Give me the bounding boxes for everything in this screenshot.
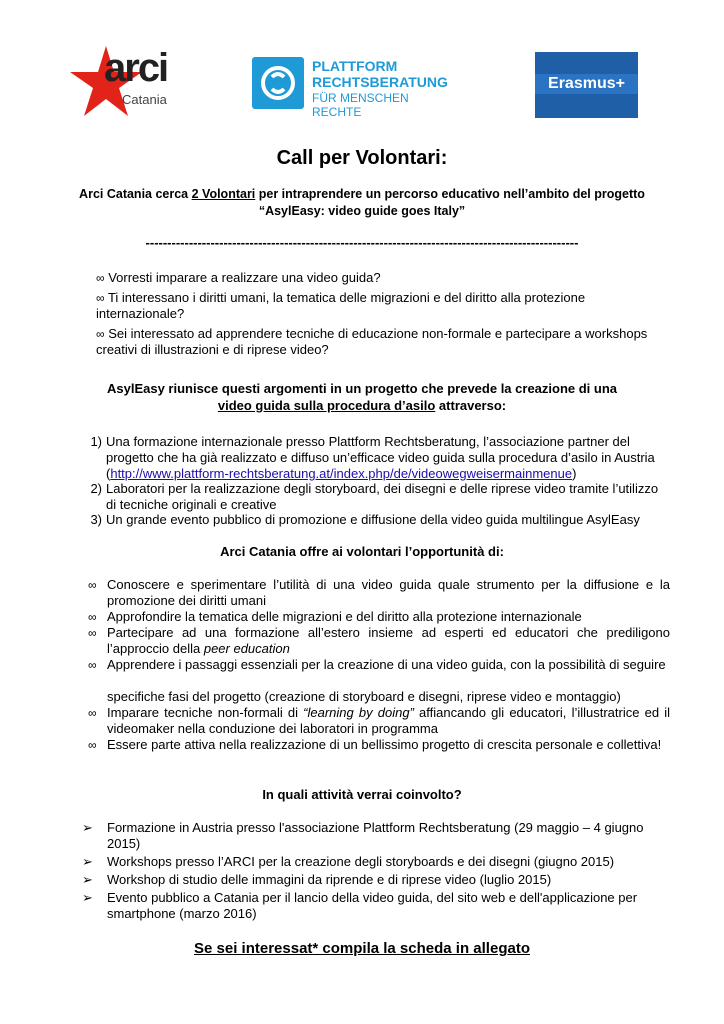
question-1	[96, 270, 666, 286]
infinity-bullet-icon: ∞	[96, 327, 105, 341]
step-text-part2: )	[572, 466, 577, 481]
activity-4	[80, 890, 670, 922]
project-heading-underlined: video guida sulla procedura d’asilo	[217, 398, 436, 413]
infinity-bullet-icon: ∞	[96, 271, 105, 285]
arrow-bullet-icon: ➢	[82, 872, 93, 887]
plattform-line1: PLATTFORM	[312, 58, 398, 74]
step-text: Laboratori per la realizzazione degli storyboard, dei disegni e delle riprese video tramite l’utilizzo di tecniche originali e creative	[106, 481, 659, 512]
project-heading-line1: AsylEasy riunisce questi argomenti in un progetto che prevede la creazione di una	[106, 381, 618, 396]
offer-text-line1: Apprendere i passaggi essenziali per la creazione di una video guida, con la possibilità di seguire	[107, 657, 666, 672]
infinity-bullet-icon: ∞	[88, 706, 97, 720]
step-number: 1)	[90, 434, 102, 449]
arrow-bullet-icon: ➢	[82, 890, 93, 905]
step-number: 2)	[90, 481, 102, 496]
infinity-bullet-icon: ∞	[88, 626, 97, 640]
activity-1	[80, 820, 670, 852]
offer-text	[107, 625, 670, 657]
offer-text-pre: Partecipare ad una formazione all’estero insieme ad esperti ed educatori che prediligono l’approccio della	[107, 625, 670, 656]
infinity-bullet-icon: ∞	[88, 738, 97, 752]
activity-3	[80, 872, 670, 888]
step-2	[80, 481, 670, 513]
plattform-line2: RECHTSBERATUNG	[312, 74, 448, 90]
call-to-action: Se sei interessat* compila la scheda in allegato	[194, 940, 530, 957]
offer-text-line2: specifiche fasi del progetto (creazione di storyboard e disegni, riprese video e montaggio)	[107, 689, 621, 704]
intro-volunteers-count: 2 Volontari	[191, 187, 256, 201]
step-text-part1: Una formazione internazionale presso Plattform Rechtsberatung, l’associazione partner del progetto che ha già realizzato e diffuso un’efficace video guida sulla procedura d’asilo in Austria (	[106, 434, 655, 481]
erasmus-logo-text: Erasmus+	[535, 74, 638, 94]
offer-1	[80, 577, 670, 609]
offer-text	[107, 705, 670, 737]
question-text: Sei interessato ad apprendere tecniche di educazione non-formale e partecipare a workshops creativi di illustrazioni e di riprese video?	[96, 326, 648, 357]
offer-text: Essere parte attiva nella realizzazione di un bellissimo progetto di crescita personale e collettiva!	[107, 737, 662, 752]
page-title: Call per Volontari:	[276, 147, 448, 169]
activity-text: Evento pubblico a Catania per il lancio della video guida, del sito web e dell'applicazione per smartphone (marzo 2016)	[107, 890, 638, 921]
arci-logo	[68, 44, 188, 120]
project-heading-tail: attraverso:	[435, 398, 507, 413]
step-number: 3)	[90, 512, 102, 527]
intro-line1	[40, 186, 684, 202]
offer-text-em: “learning by doing”	[303, 705, 414, 720]
project-heading-line2	[40, 398, 684, 414]
offer-6	[80, 737, 670, 769]
infinity-bullet-icon: ∞	[88, 658, 97, 672]
offer-text-pre: Imparare tecniche non-formali di	[107, 705, 304, 720]
activity-text: Formazione in Austria presso l'associazione Plattform Rechtsberatung (29 maggio – 4 giugno 2015)	[107, 820, 644, 851]
intro-part2: per intraprendere un percorso educativo nell’ambito del progetto	[255, 187, 645, 201]
separator: ----------------------------------------------------------------------------------------------------	[145, 235, 579, 250]
activity-2	[80, 854, 670, 870]
intro-part1: Arci Catania cerca	[79, 187, 192, 201]
intro-line2: “AsylEasy: video guide goes Italy”	[258, 204, 466, 218]
activities-heading: In quali attività verrai coinvolto?	[262, 787, 462, 802]
offer-5	[80, 705, 670, 737]
offer-4	[80, 657, 670, 705]
offer-3	[80, 625, 670, 657]
infinity-bullet-icon: ∞	[96, 291, 105, 305]
plattform-icon	[252, 57, 304, 109]
offer-text: Approfondire la tematica delle migrazioni e del diritto alla protezione internazionale	[107, 609, 582, 624]
erasmus-logo	[535, 52, 638, 118]
offer-heading: Arci Catania offre ai volontari l’opportunità di:	[220, 544, 504, 559]
plattform-line3: FÜR MENSCHEN RECHTE	[312, 91, 409, 119]
offer-text-post: affiancando gli educatori, l’illustratrice ed il videomaker nella conduzione dei laboratori in programma	[107, 705, 670, 736]
step-text: Un grande evento pubblico di promozione e diffusione della video guida multilingue AsylEasy	[106, 512, 640, 527]
plattform-video-link[interactable]: http://www.plattform-rechtsberatung.at/index.php/de/videowegweisermainmenue	[110, 466, 573, 481]
infinity-bullet-icon: ∞	[88, 578, 97, 592]
activity-text: Workshop di studio delle immagini da riprende e di riprese video (luglio 2015)	[107, 872, 552, 887]
arci-logo-sub: Catania	[122, 92, 167, 107]
arci-logo-name: arci	[104, 46, 168, 90]
question-3	[96, 326, 676, 358]
offer-text-em: peer education	[203, 641, 290, 656]
step-3	[80, 512, 670, 528]
question-text: Ti interessano i diritti umani, la tematica delle migrazioni e del diritto alla protezione internazionale?	[96, 290, 586, 321]
question-2	[96, 290, 646, 322]
step-1	[80, 434, 670, 482]
infinity-bullet-icon: ∞	[88, 610, 97, 624]
activity-text: Workshops presso l’ARCI per la creazione degli storyboards e dei disegni (giugno 2015)	[107, 854, 615, 869]
arrow-bullet-icon: ➢	[82, 820, 93, 835]
offer-2	[80, 609, 670, 625]
offer-text: Conoscere e sperimentare l’utilità di una video guida quale strumento per la diffusione e la promozione dei diritti umani	[107, 577, 670, 608]
arrow-bullet-icon: ➢	[82, 854, 93, 869]
plattform-logo	[252, 57, 452, 119]
question-text: Vorresti imparare a realizzare una video guida?	[108, 270, 381, 285]
step-text	[106, 434, 666, 482]
